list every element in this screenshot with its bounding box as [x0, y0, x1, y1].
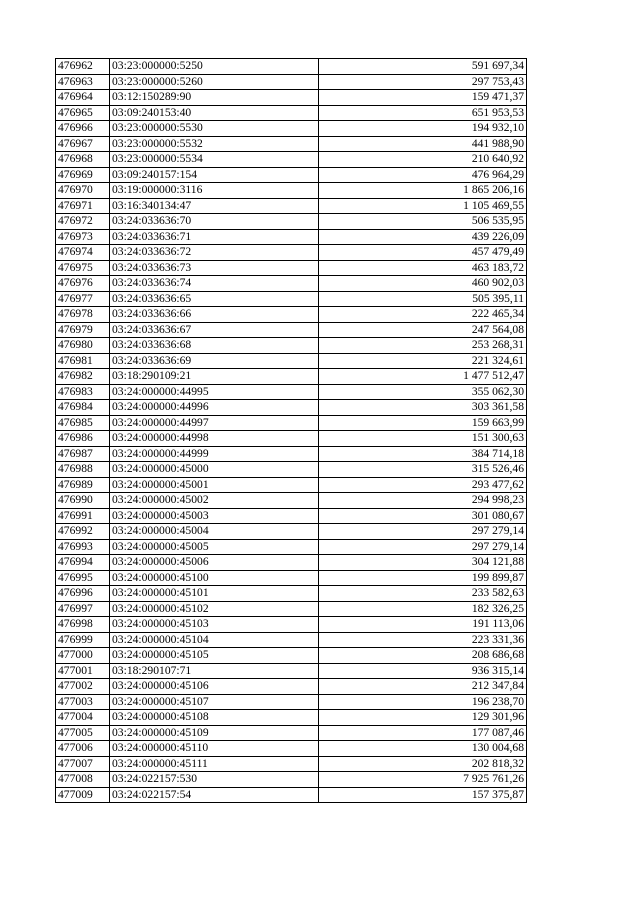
value-cell: 199 899,87: [319, 570, 527, 586]
cadastral-number-cell: 03:12:150289:90: [110, 90, 319, 106]
row-number-cell: 476987: [56, 446, 110, 462]
table-row: [56, 663, 527, 679]
table-row: [56, 338, 527, 354]
table-row: [56, 741, 527, 757]
value-cell: 7 925 761,26: [319, 772, 527, 788]
value-cell: 212 347,84: [319, 679, 527, 695]
cadastral-number-cell: 03:24:033636:72: [110, 245, 319, 261]
value-cell: 315 526,46: [319, 462, 527, 478]
table-row: [56, 214, 527, 230]
value-cell: 457 479,49: [319, 245, 527, 261]
value-cell: 441 988,90: [319, 136, 527, 152]
row-number-cell: 476984: [56, 400, 110, 416]
value-cell: 247 564,08: [319, 322, 527, 338]
table-row: [56, 477, 527, 493]
cadastral-number-cell: 03:24:022157:54: [110, 787, 319, 803]
cadastral-number-cell: 03:24:000000:45110: [110, 741, 319, 757]
cadastral-number-cell: 03:24:022157:530: [110, 772, 319, 788]
table-row: [56, 679, 527, 695]
table-row: [56, 555, 527, 571]
table-row: [56, 787, 527, 803]
value-cell: 202 818,32: [319, 756, 527, 772]
cadastral-number-cell: 03:24:033636:70: [110, 214, 319, 230]
value-cell: 591 697,34: [319, 59, 527, 75]
row-number-cell: 476980: [56, 338, 110, 354]
row-number-cell: 476989: [56, 477, 110, 493]
table-row: [56, 260, 527, 276]
table-row: [56, 725, 527, 741]
cadastral-number-cell: 03:18:290109:21: [110, 369, 319, 385]
row-number-cell: 476998: [56, 617, 110, 633]
value-cell: 222 465,34: [319, 307, 527, 323]
cadastral-number-cell: 03:24:000000:45108: [110, 710, 319, 726]
row-number-cell: 476975: [56, 260, 110, 276]
row-number-cell: 476983: [56, 384, 110, 400]
row-number-cell: 476963: [56, 74, 110, 90]
table-row: [56, 307, 527, 323]
cadastral-number-cell: 03:24:000000:45004: [110, 524, 319, 540]
value-cell: 130 004,68: [319, 741, 527, 757]
table-row: [56, 415, 527, 431]
cadastral-number-cell: 03:24:000000:45104: [110, 632, 319, 648]
table-row: [56, 710, 527, 726]
cadastral-number-cell: 03:24:000000:45105: [110, 648, 319, 664]
table-row: [56, 74, 527, 90]
row-number-cell: 476967: [56, 136, 110, 152]
row-number-cell: 476993: [56, 539, 110, 555]
table-row: [56, 431, 527, 447]
row-number-cell: 476982: [56, 369, 110, 385]
cadastral-number-cell: 03:23:000000:5532: [110, 136, 319, 152]
value-cell: 460 902,03: [319, 276, 527, 292]
cadastral-number-cell: 03:24:000000:45003: [110, 508, 319, 524]
row-number-cell: 476985: [56, 415, 110, 431]
table-row: [56, 136, 527, 152]
table-row: [56, 617, 527, 633]
cadastral-number-cell: 03:24:000000:44998: [110, 431, 319, 447]
table-row: [56, 570, 527, 586]
cadastral-number-cell: 03:24:000000:45107: [110, 694, 319, 710]
row-number-cell: 476996: [56, 586, 110, 602]
row-number-cell: 476966: [56, 121, 110, 137]
table-row: [56, 322, 527, 338]
table-row: [56, 508, 527, 524]
row-number-cell: 476974: [56, 245, 110, 261]
row-number-cell: 476978: [56, 307, 110, 323]
value-cell: 297 279,14: [319, 524, 527, 540]
row-number-cell: 476988: [56, 462, 110, 478]
cadastral-number-cell: 03:24:033636:73: [110, 260, 319, 276]
row-number-cell: 476997: [56, 601, 110, 617]
cadastral-number-cell: 03:24:000000:44997: [110, 415, 319, 431]
table-row: [56, 183, 527, 199]
value-cell: 476 964,29: [319, 167, 527, 183]
cadastral-number-cell: 03:09:240153:40: [110, 105, 319, 121]
row-number-cell: 476970: [56, 183, 110, 199]
value-cell: 463 183,72: [319, 260, 527, 276]
table-row: [56, 105, 527, 121]
row-number-cell: 476995: [56, 570, 110, 586]
row-number-cell: 476976: [56, 276, 110, 292]
cadastral-number-cell: 03:23:000000:5250: [110, 59, 319, 75]
table-row: [56, 632, 527, 648]
table-row: [56, 59, 527, 75]
cadastral-number-cell: 03:24:033636:69: [110, 353, 319, 369]
row-number-cell: 476962: [56, 59, 110, 75]
row-number-cell: 476977: [56, 291, 110, 307]
cadastral-number-cell: 03:24:000000:45106: [110, 679, 319, 695]
row-number-cell: 477001: [56, 663, 110, 679]
value-cell: 223 331,36: [319, 632, 527, 648]
value-cell: 297 753,43: [319, 74, 527, 90]
table-row: [56, 384, 527, 400]
table-row: [56, 756, 527, 772]
value-cell: 303 361,58: [319, 400, 527, 416]
cadastral-number-cell: 03:24:000000:44999: [110, 446, 319, 462]
cadastral-number-cell: 03:24:000000:45102: [110, 601, 319, 617]
value-cell: 439 226,09: [319, 229, 527, 245]
cadastral-number-cell: 03:24:000000:44995: [110, 384, 319, 400]
value-cell: 129 301,96: [319, 710, 527, 726]
row-number-cell: 476990: [56, 493, 110, 509]
cadastral-value-table: [55, 58, 527, 803]
row-number-cell: 477000: [56, 648, 110, 664]
value-cell: 191 113,06: [319, 617, 527, 633]
row-number-cell: 477006: [56, 741, 110, 757]
cadastral-number-cell: 03:24:000000:45005: [110, 539, 319, 555]
row-number-cell: 477004: [56, 710, 110, 726]
table-row: [56, 245, 527, 261]
row-number-cell: 476986: [56, 431, 110, 447]
cadastral-number-cell: 03:24:033636:71: [110, 229, 319, 245]
value-cell: 196 238,70: [319, 694, 527, 710]
row-number-cell: 477007: [56, 756, 110, 772]
row-number-cell: 476964: [56, 90, 110, 106]
value-cell: 1 865 206,16: [319, 183, 527, 199]
value-cell: 294 998,23: [319, 493, 527, 509]
cadastral-number-cell: 03:24:000000:45002: [110, 493, 319, 509]
value-cell: 304 121,88: [319, 555, 527, 571]
value-cell: 194 932,10: [319, 121, 527, 137]
value-cell: 177 087,46: [319, 725, 527, 741]
value-cell: 157 375,87: [319, 787, 527, 803]
table-row: [56, 152, 527, 168]
cadastral-number-cell: 03:23:000000:5534: [110, 152, 319, 168]
value-cell: 1 105 469,55: [319, 198, 527, 214]
cadastral-number-cell: 03:16:340134:47: [110, 198, 319, 214]
table-row: [56, 493, 527, 509]
cadastral-number-cell: 03:24:000000:44996: [110, 400, 319, 416]
value-cell: 505 395,11: [319, 291, 527, 307]
value-cell: 506 535,95: [319, 214, 527, 230]
cadastral-number-cell: 03:24:033636:74: [110, 276, 319, 292]
value-cell: 159 663,99: [319, 415, 527, 431]
cadastral-number-cell: 03:23:000000:5260: [110, 74, 319, 90]
row-number-cell: 476992: [56, 524, 110, 540]
table-row: [56, 462, 527, 478]
row-number-cell: 477009: [56, 787, 110, 803]
value-cell: 210 640,92: [319, 152, 527, 168]
table-row: [56, 601, 527, 617]
row-number-cell: 476965: [56, 105, 110, 121]
table-row: [56, 648, 527, 664]
value-cell: 233 582,63: [319, 586, 527, 602]
value-cell: 151 300,63: [319, 431, 527, 447]
cadastral-number-cell: 03:19:000000:3116: [110, 183, 319, 199]
row-number-cell: 476991: [56, 508, 110, 524]
row-number-cell: 476972: [56, 214, 110, 230]
value-cell: 301 080,67: [319, 508, 527, 524]
cadastral-number-cell: 03:24:033636:68: [110, 338, 319, 354]
row-number-cell: 477005: [56, 725, 110, 741]
cadastral-number-cell: 03:18:290107:71: [110, 663, 319, 679]
row-number-cell: 476999: [56, 632, 110, 648]
row-number-cell: 476973: [56, 229, 110, 245]
cadastral-number-cell: 03:24:000000:45109: [110, 725, 319, 741]
row-number-cell: 476971: [56, 198, 110, 214]
row-number-cell: 477002: [56, 679, 110, 695]
row-number-cell: 476979: [56, 322, 110, 338]
table-row: [56, 353, 527, 369]
row-number-cell: 476981: [56, 353, 110, 369]
table-row: [56, 400, 527, 416]
cadastral-number-cell: 03:24:000000:45103: [110, 617, 319, 633]
table-row: [56, 369, 527, 385]
value-cell: 182 326,25: [319, 601, 527, 617]
cadastral-number-cell: 03:24:033636:67: [110, 322, 319, 338]
table-row: [56, 90, 527, 106]
row-number-cell: 477003: [56, 694, 110, 710]
cadastral-number-cell: 03:24:000000:45001: [110, 477, 319, 493]
table-row: [56, 291, 527, 307]
row-number-cell: 476968: [56, 152, 110, 168]
cadastral-number-cell: 03:24:000000:45111: [110, 756, 319, 772]
table-row: [56, 694, 527, 710]
cadastral-number-cell: 03:24:000000:45006: [110, 555, 319, 571]
table-row: [56, 524, 527, 540]
table-row: [56, 586, 527, 602]
cadastral-number-cell: 03:24:000000:45000: [110, 462, 319, 478]
table-row: [56, 276, 527, 292]
value-cell: 651 953,53: [319, 105, 527, 121]
table-row: [56, 446, 527, 462]
value-cell: 355 062,30: [319, 384, 527, 400]
table-row: [56, 167, 527, 183]
table-row: [56, 198, 527, 214]
value-cell: 293 477,62: [319, 477, 527, 493]
row-number-cell: 477008: [56, 772, 110, 788]
value-cell: 384 714,18: [319, 446, 527, 462]
cadastral-number-cell: 03:24:000000:45100: [110, 570, 319, 586]
table-body: [56, 59, 527, 803]
value-cell: 208 686,68: [319, 648, 527, 664]
value-cell: 159 471,37: [319, 90, 527, 106]
value-cell: 936 315,14: [319, 663, 527, 679]
cadastral-number-cell: 03:24:033636:65: [110, 291, 319, 307]
cadastral-number-cell: 03:23:000000:5530: [110, 121, 319, 137]
cadastral-number-cell: 03:24:000000:45101: [110, 586, 319, 602]
cadastral-number-cell: 03:09:240157:154: [110, 167, 319, 183]
value-cell: 253 268,31: [319, 338, 527, 354]
row-number-cell: 476994: [56, 555, 110, 571]
table-row: [56, 229, 527, 245]
value-cell: 221 324,61: [319, 353, 527, 369]
table-row: [56, 772, 527, 788]
value-cell: 1 477 512,47: [319, 369, 527, 385]
table-row: [56, 121, 527, 137]
table-row: [56, 539, 527, 555]
cadastral-number-cell: 03:24:033636:66: [110, 307, 319, 323]
value-cell: 297 279,14: [319, 539, 527, 555]
row-number-cell: 476969: [56, 167, 110, 183]
